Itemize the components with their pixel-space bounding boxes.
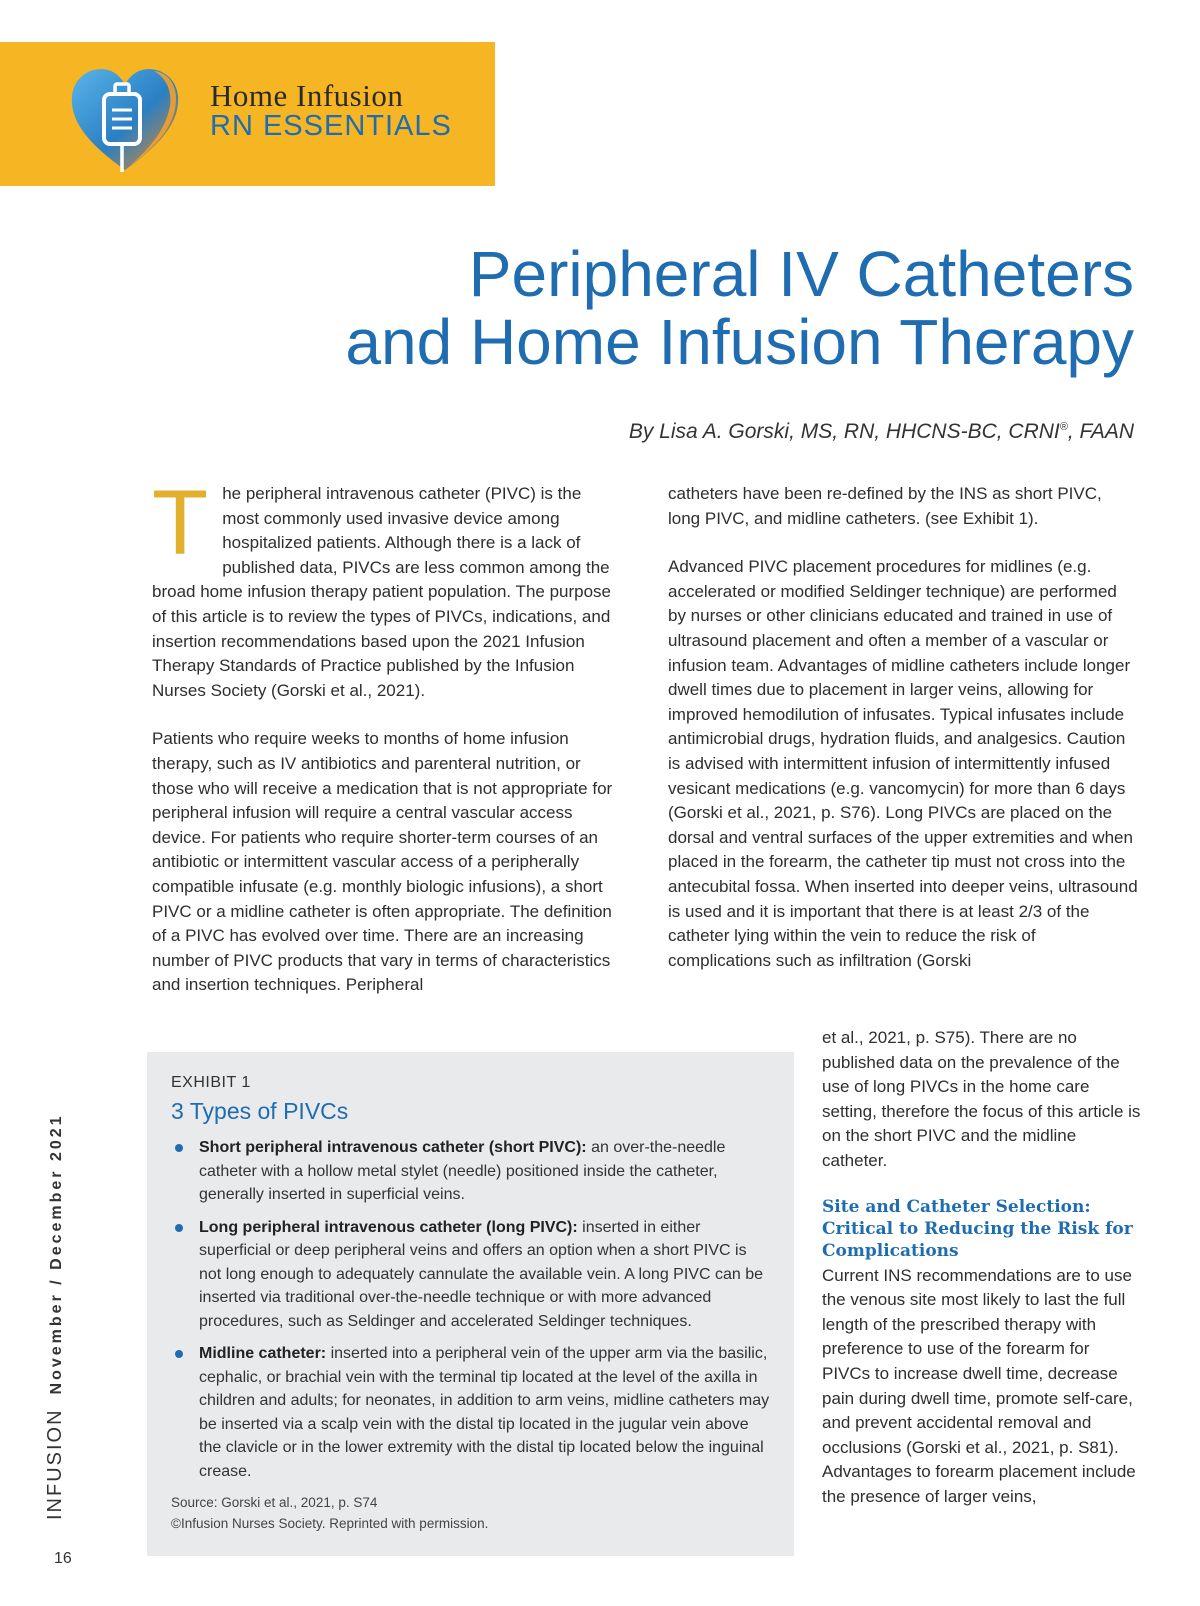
title-line-1: Peripheral IV Catheters <box>468 238 1134 310</box>
bullet-icon <box>175 1224 183 1232</box>
title-line-2: and Home Infusion Therapy <box>345 306 1134 378</box>
heart-iv-bag-icon <box>66 62 184 180</box>
list-item-desc: inserted in either superficial or deep peripheral veins and offers an option when a short PIVC is not long enough to adequately cannulate the available vein. A long PIVC can be inserted via traditional over-the-needle technique or with more advanced procedures, such as Seldinger and accelerated Seldinger techniques. <box>199 1218 763 1330</box>
bullet-icon <box>175 1350 183 1358</box>
issue-date: November / December 2021 <box>48 1113 65 1395</box>
list-item <box>171 1342 771 1483</box>
list-item-term: Long peripheral intravenous catheter (long PIVC): <box>199 1218 578 1236</box>
paragraph-3: catheters have been re-defined by the INS as short PIVC, long PIVC, and midline catheters. (see Exhibit 1). <box>668 484 1102 528</box>
brand-line-1: Home Infusion <box>210 78 404 113</box>
list-item-desc: inserted into a peripheral vein of the upper arm via the basilic, cephalic, or brachial vein with the terminal tip located at the level of the axilla in children and adults; for neonates, in addition to arm veins, midline catheters may be inserted via a scalp vein with the distal tip located in the jugular vein above the clavicle or in the lower extremity with the distal tip located below the inguinal crease. <box>199 1345 770 1480</box>
exhibit-label: EXHIBIT 1 <box>171 1074 251 1091</box>
byline-suffix: , FAAN <box>1067 420 1134 443</box>
paragraph-5: Current INS recommendations are to use the venous site most likely to last the full length of the prescribed therapy with preference to use of the forearm for PIVCs to increase dwell time, decrease pain during dwell time, promote self-care, and prevent accidental removal and occlusions (Gorski et al., 2021, p. S81). Advantages to forearm placement include the presence of larger veins, <box>822 1265 1136 1506</box>
magazine-name: INFUSION <box>44 1408 66 1520</box>
exhibit-box <box>147 1052 794 1556</box>
byline-main: By Lisa A. Gorski, MS, RN, HHCNS-BC, CRNI <box>628 420 1060 443</box>
list-item <box>171 1216 771 1334</box>
source-citation: Source: Gorski et al., 2021, p. S74 <box>171 1495 378 1510</box>
paragraph-4: Advanced PIVC placement procedures for midlines (e.g. accelerated or modified Seldinger technique) are performed by nurses or other clinicians educated and trained in use of ultrasound placement and often a member of a vascular or infusion team. Advantages of midline catheters include longer dwell times due to placement in larger veins, allowing for improved hemodilution of infusates. Typical infusates include antimicrobial drugs, hydration fluids, and analgesics. Caution is advised with intermittent infusion of intermittently infused vesicant medications (e.g. vancomycin) for more than 6 days (Gorski et al., 2021, p. S76). Long PIVCs are placed on the dorsal and ventral surfaces of the upper extremities and when placed in the forearm, the catheter tip must not cross into the antecubital fossa. When inserted into deeper veins, ultrasound is used and it is important that there is at least 2/3 of the catheter lying within the vein to reduce the risk of complications such as infiltration (Gorski <box>668 557 1138 970</box>
byline <box>629 420 1134 444</box>
list-item-desc: an over-the-needle catheter with a hollow metal stylet (needle) positioned inside the catheter, generally inserted in superficial veins. <box>199 1139 726 1203</box>
exhibit-list <box>171 1136 771 1492</box>
list-item <box>171 1136 771 1207</box>
paragraph-1-text: he peripheral intravenous catheter (PIVC) is the most commonly used invasive device among hospitalized patients. Although there is a lack of published data, PIVCs are less common among the broad home infusion therapy patient population. The purpose of this article is to review the types of PIVCs, indications, and insertion recommendations based upon the 2021 Infusion Therapy Standards of Practice published by the Infusion Nurses Society (Gorski et al., 2021). <box>152 484 612 700</box>
page-number: 16 <box>54 1550 72 1567</box>
article-title <box>234 240 1134 376</box>
drop-cap: T <box>152 472 209 574</box>
right-column-bottom <box>822 1026 1142 1510</box>
header-band <box>0 42 495 186</box>
copyright-line: ©Infusion Nurses Society. Reprinted with permission. <box>171 1516 489 1531</box>
paragraph-4-continued: et al., 2021, p. S75). There are no published data on the prevalence of the use of long PIVCs in the home care setting, therefore the focus of this article is on the short PIVC and the midline catheter. <box>822 1028 1141 1170</box>
exhibit-title: 3 Types of PIVCs <box>171 1098 349 1124</box>
left-column <box>152 472 620 998</box>
right-column-top <box>668 482 1138 973</box>
exhibit-source <box>171 1492 488 1534</box>
registered-mark: ® <box>1059 421 1068 433</box>
paragraph-2: Patients who require weeks to months of home infusion therapy, such as IV antibiotics and parenteral nutrition, or those who will receive a medication that is not appropriate for peripheral infusion will require a central vascular access device. For patients who require shorter-term courses of an antibiotic or intermittent vascular access of a peripherally compatible infusate (e.g. monthly biologic infusions), a short PIVC or a midline catheter is often appropriate. The definition of a PIVC has evolved over time. There are an increasing number of PIVC products that vary in terms of characteristics and insertion techniques. Peripheral <box>152 729 613 995</box>
section-heading: Site and Catheter Selection: Critical to Reducing the Risk for Complications <box>822 1196 1133 1261</box>
paragraph-1 <box>152 472 620 703</box>
brand-line-2: RN ESSENTIALS <box>210 110 452 142</box>
list-item-term: Midline catheter: <box>199 1345 327 1362</box>
list-item-term: Short peripheral intravenous catheter (short PIVC): <box>199 1139 587 1156</box>
side-issue-label <box>44 1020 84 1520</box>
bullet-icon <box>175 1144 183 1152</box>
